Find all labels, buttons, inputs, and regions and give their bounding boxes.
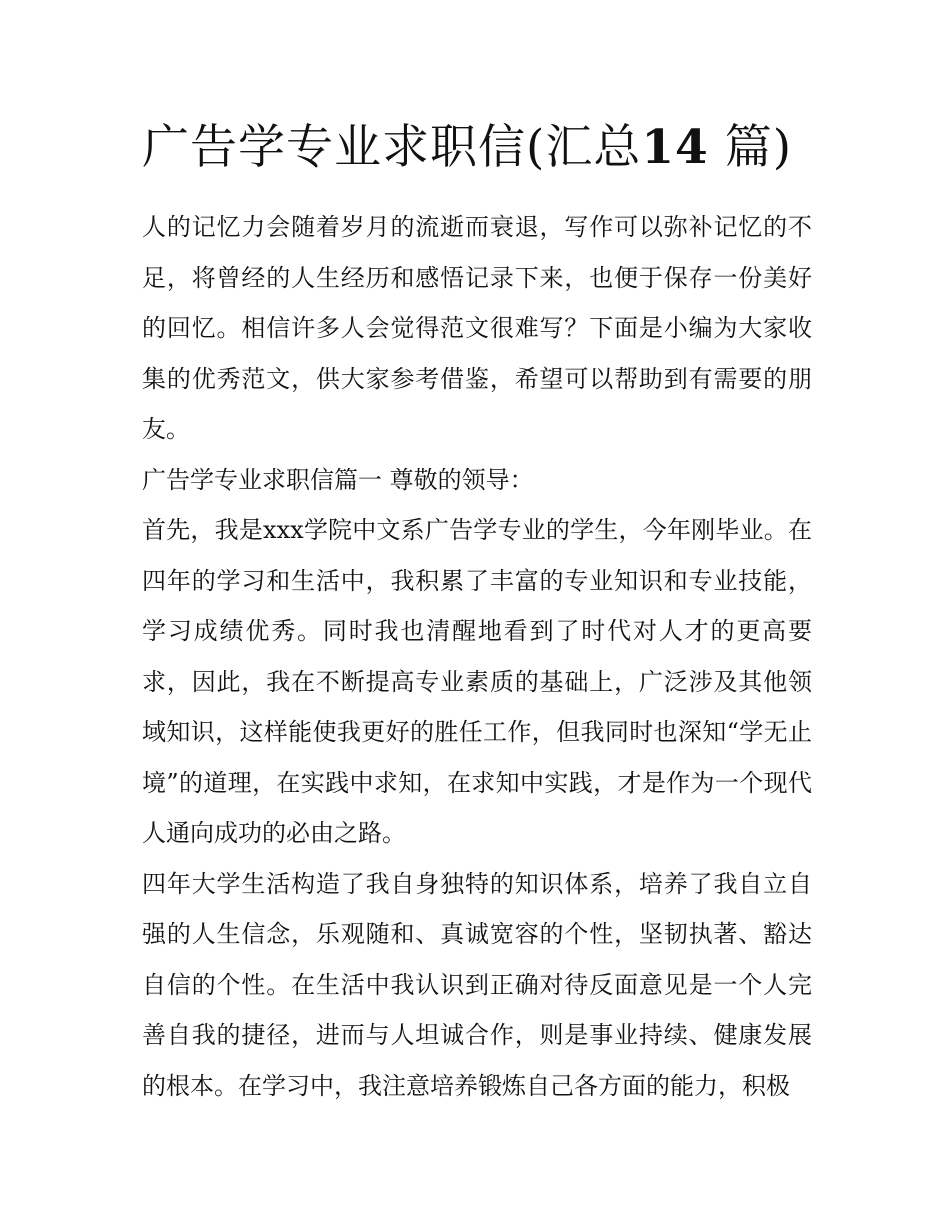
title-prefix: 广告学专业求职信(汇总 xyxy=(142,120,642,175)
letter-heading: 广告学专业求职信篇一 尊敬的领导： xyxy=(142,465,534,494)
title-suffix: 篇) xyxy=(724,120,793,175)
document-title xyxy=(142,118,812,178)
title-number: 14 xyxy=(641,120,709,175)
intro-paragraph: 人的记忆力会随着岁月的流逝而衰退，写作可以弥补记忆的不足，将曾经的人生经历和感悟记录下来，也便于保存一份美好的回忆。相信许多人会觉得范文很难写？下面是小编为大家收集的优秀范文，供大家参考借鉴，希望可以帮助到有需要的朋友。 xyxy=(142,213,812,443)
document-body xyxy=(142,118,812,1111)
body-paragraph-2: 四年大学生活构造了我自身独特的知识体系，培养了我自立自强的人生信念，乐观随和、真诚宽容的个性，坚韧执著、豁达自信的个性。在生活中我认识到正确对待反面意见是一个人完善自我的捷径，进而与人坦诚合作，则是事业持续、健康发展的根本。在学习中，我注意培养锻炼自己各方面的能力，积极 xyxy=(142,869,812,1100)
body-paragraph-1: 首先，我是xxx学院中文系广告学专业的学生，今年刚毕业。在四年的学习和生活中，我积累了丰富的专业知识和专业技能，学习成绩优秀。同时我也清醒地看到了时代对人才的更高要求，因此，我在不断提高专业素质的基础上，广泛涉及其他领域知识，这样能使我更好的胜任工作，但我同时也深知“学无止境”的道理，在实践中求知，在求知中实践，才是作为一个现代人通向成功的必由之路。 xyxy=(142,516,812,847)
